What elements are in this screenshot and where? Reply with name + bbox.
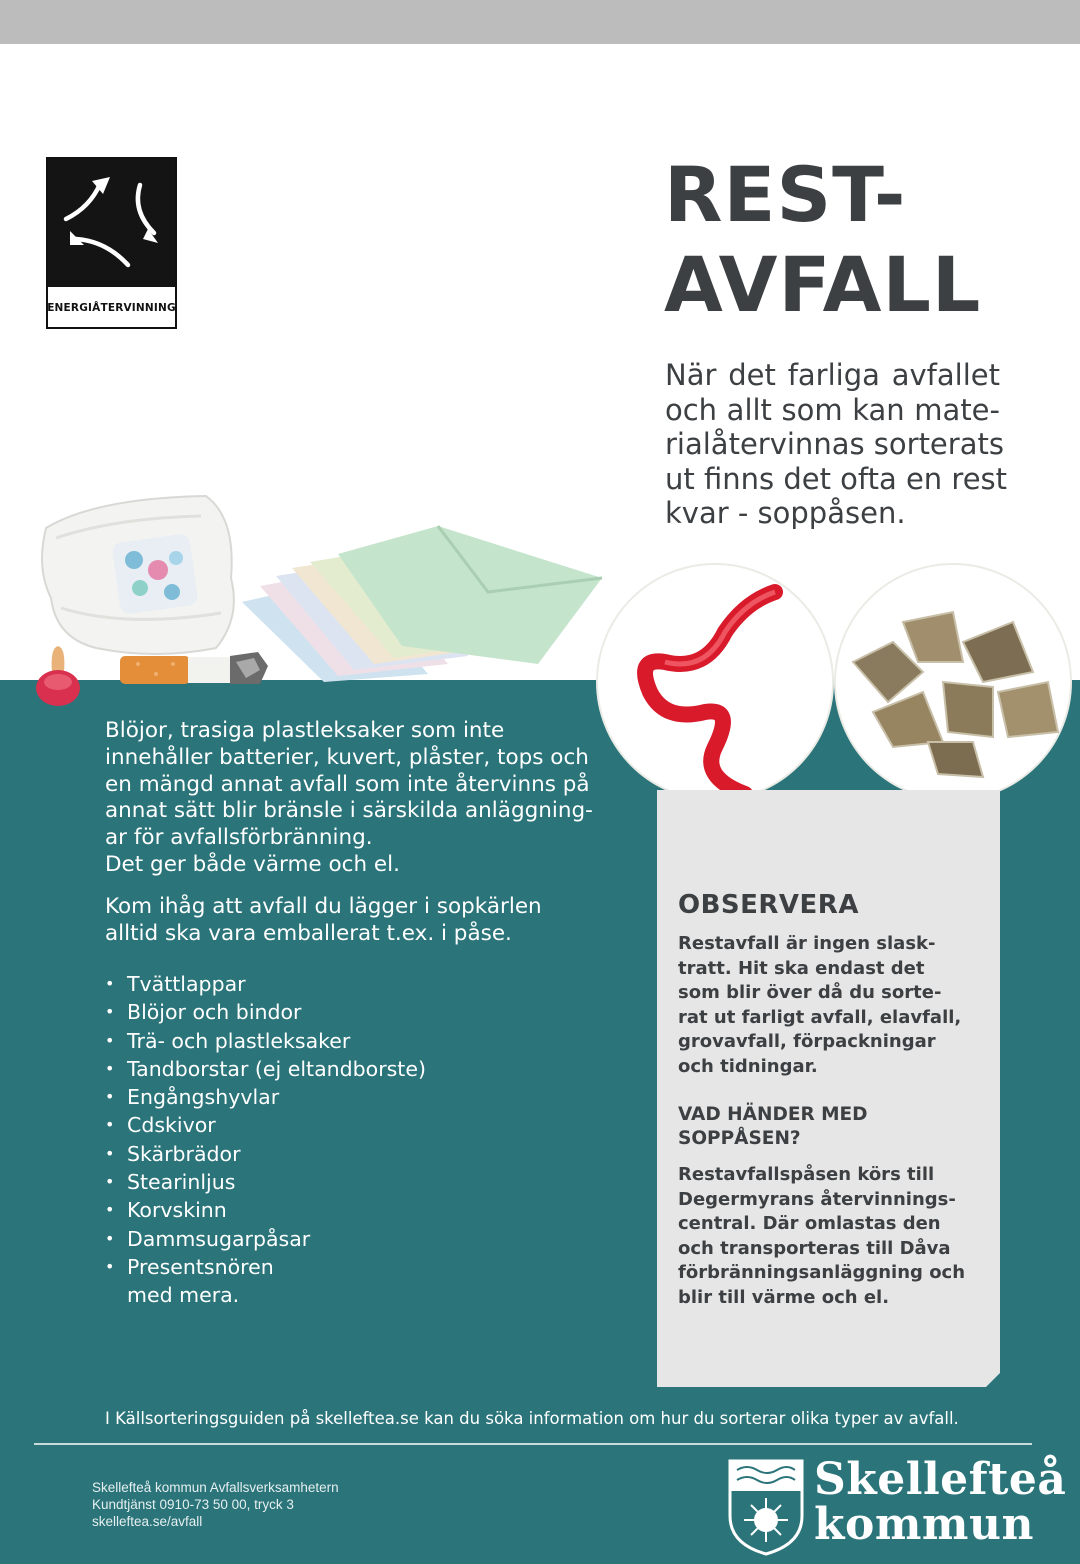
title-line-2: AVFALL [664, 240, 982, 329]
observera-line: som blir över då du sorte- [678, 982, 942, 1004]
main-line: Blöjor, trasiga plastleksaker som inte [105, 718, 505, 743]
main-line: Det ger både värme och el. [105, 851, 400, 877]
reminder-paragraph [105, 894, 625, 948]
symbol-caption: ENERGIÅTERVINNING [47, 302, 176, 314]
list-item: • Tvättlappar [105, 970, 426, 998]
main-line: en mängd annat avfall som inte återvinns på [105, 771, 590, 797]
soppasen-heading [678, 1103, 868, 1151]
address-line: Kundtjänst 0910-73 50 00, tryck 3 [92, 1497, 294, 1512]
observera-text [678, 932, 978, 1080]
list-item: • Tandborstar (ej eltandborste) [105, 1055, 426, 1083]
main-line: ar för avfallsförbränning. [105, 825, 373, 851]
list-item: • Cdskivor [105, 1111, 426, 1139]
list-item: • Korvskinn [105, 1196, 426, 1224]
coat-of-arms-icon [727, 1458, 805, 1556]
energiatervinning-symbol [46, 157, 177, 329]
address-line: Skellefteå kommun Avfallsverksamhetern [92, 1480, 339, 1495]
main-description [105, 718, 625, 947]
soppasen-line: central. Där omlastas den [678, 1213, 941, 1235]
intro-line: ut finns det ofta en rest [665, 461, 1008, 496]
observera-line: Restavfall är ingen slask- [678, 933, 936, 954]
list-item: • Skärbrädor [105, 1140, 426, 1168]
intro-line: rialåtervinnas sorterats [665, 427, 1004, 461]
municipality-logo-text [814, 1454, 1067, 1550]
observera-line: grovavfall, förpackningar [678, 1031, 936, 1053]
main-line: innehåller batterier, kuvert, plåster, tops och [105, 744, 589, 770]
intro-line: och allt som kan mate- [665, 392, 1000, 427]
main-line: alltid ska vara emballerat t.ex. i påse. [105, 920, 512, 946]
soppasen-heading-line: VAD HÄNDER MED [678, 1104, 868, 1125]
intro-text [665, 358, 1008, 531]
logo-line-1: Skellefteå [814, 1454, 1067, 1505]
soppasen-line: Degermyrans återvinnings- [678, 1188, 956, 1210]
soppasen-heading-line: SOPPÅSEN? [678, 1128, 801, 1149]
list-item: • Presentsnören [105, 1253, 426, 1281]
ribbon-image [595, 562, 835, 802]
footer-address [92, 1479, 339, 1530]
footer-divider [34, 1443, 1032, 1445]
logo-line-2: kommun [814, 1499, 1034, 1550]
pacifier-image [32, 642, 84, 710]
intro-line: kvar - soppåsen. [665, 496, 906, 530]
soppasen-line: förbränningsanläggning och [678, 1262, 966, 1284]
sorting-guide-note: I Källsorteringsguiden på skelleftea.se kan du söka information om hur du sorterar olika typer av avfall. [105, 1409, 959, 1428]
list-item: • Stearinljus [105, 1168, 426, 1196]
envelopes-image [238, 524, 604, 684]
observera-heading: OBSERVERA [678, 890, 859, 920]
page-title [664, 150, 981, 330]
list-item: • Dammsugarpåsar [105, 1225, 426, 1253]
title-line-1: REST- [664, 150, 907, 239]
intro-line: När det farliga avfallet [665, 358, 1000, 392]
list-item: • Engångshyvlar [105, 1083, 426, 1111]
list-item: • Trä- och plastleksaker [105, 1027, 426, 1055]
soppasen-line: blir till värme och el. [678, 1286, 890, 1308]
address-line: skelleftea.se/avfall [92, 1514, 203, 1529]
observera-line: tratt. Hit ska endast det [678, 957, 925, 979]
observera-line: och tidningar. [678, 1055, 818, 1077]
soppasen-line: och transporteras till Dåva [678, 1237, 951, 1259]
snus-image [833, 562, 1073, 802]
recycle-arrows-icon [48, 159, 175, 287]
top-bar [0, 0, 1080, 44]
soppasen-line: Restavfallspåsen körs till [678, 1164, 935, 1185]
list-item: • Blöjor och bindor [105, 998, 426, 1026]
diaper-image [36, 488, 246, 663]
list-more: med mera. [127, 1283, 240, 1308]
main-line: Kom ihåg att avfall du lägger i sopkärlen [105, 893, 542, 919]
main-line: annat sätt blir bränsle i särskilda anläggning- [105, 798, 593, 824]
item-list [105, 970, 426, 1310]
observera-line: rat ut farligt avfall, elavfall, [678, 1006, 962, 1028]
soppasen-text [678, 1163, 978, 1311]
